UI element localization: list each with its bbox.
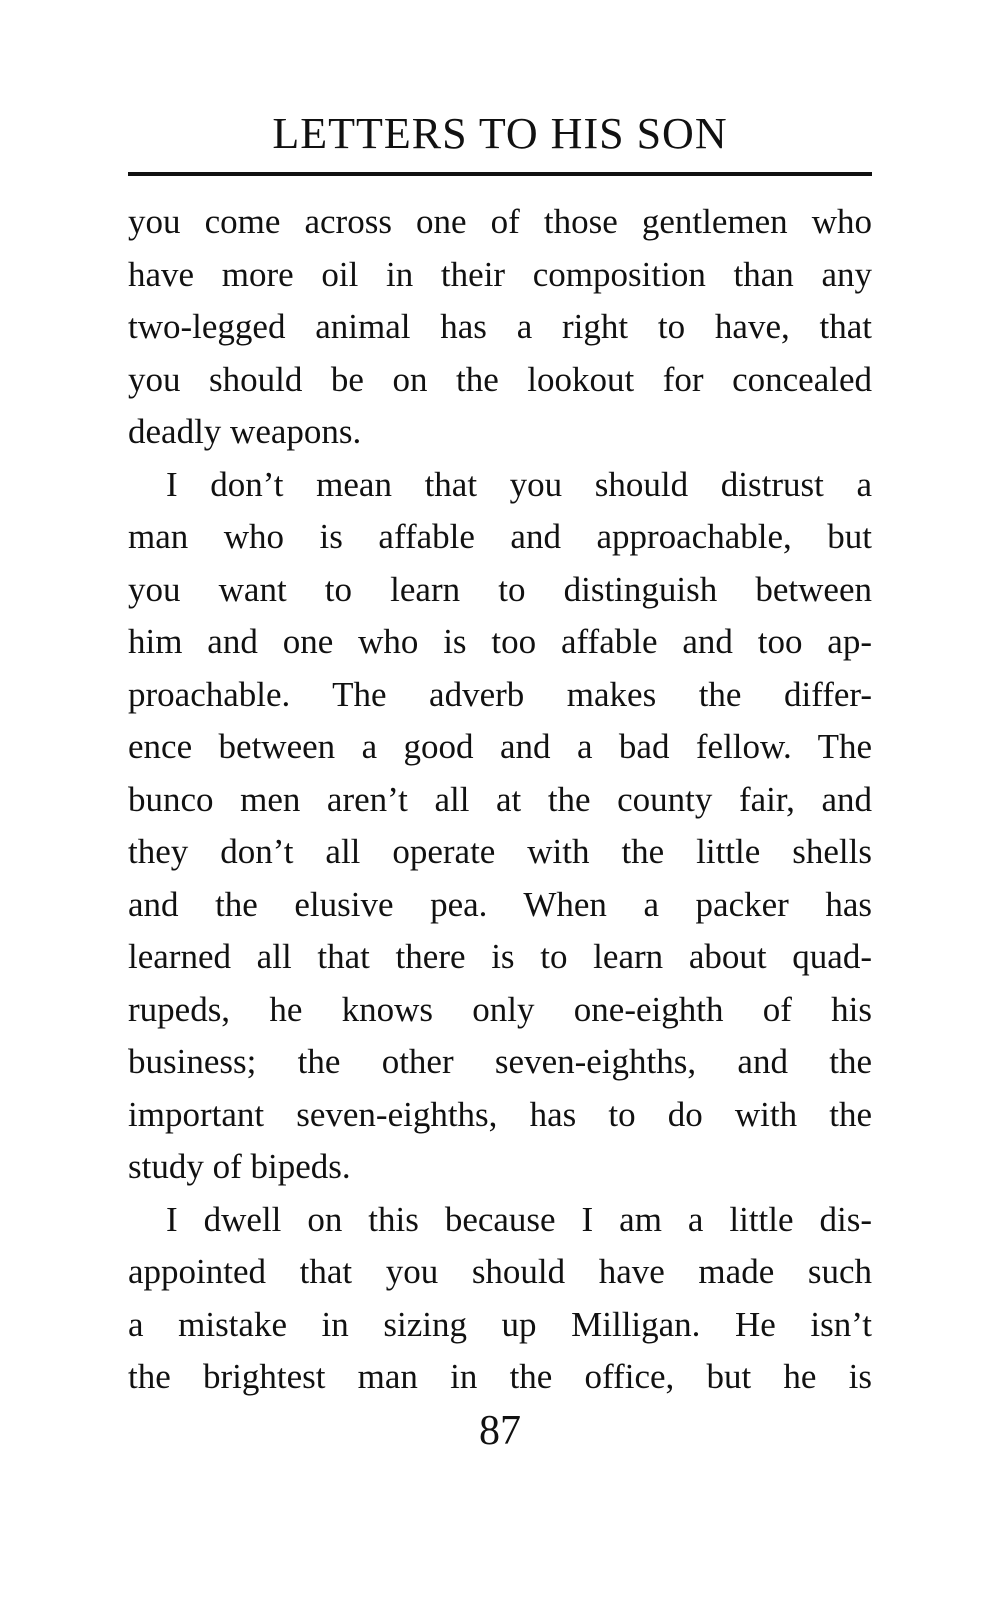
header-rule xyxy=(128,172,872,176)
text-line: appointed that you should have made such xyxy=(128,1252,872,1291)
text-line: and the elusive pea. When a packer has xyxy=(128,884,872,924)
text-line: have more oil in their composition than any xyxy=(128,254,872,294)
text-line: him and one who is too affable and too ap- xyxy=(128,622,872,661)
text-line: proachable. The adverb makes the differ- xyxy=(128,674,872,714)
text-line: ence between a good and a bad fellow. The xyxy=(128,727,872,766)
running-head-title: LETTERS TO HIS SON xyxy=(272,109,728,158)
text-line: learned all that there is to learn about quad- xyxy=(128,937,872,976)
page-number: 87 xyxy=(479,1408,521,1454)
text-line: man who is affable and approachable, but xyxy=(128,517,872,556)
text-line: deadly weapons. xyxy=(128,412,362,451)
text-line: I don’t mean that you should distrust a xyxy=(166,464,872,504)
text-line: two-legged animal has a right to have, that xyxy=(128,307,872,346)
text-line: bunco men aren’t all at the county fair, and xyxy=(128,779,872,819)
text-line: you should be on the lookout for concealed xyxy=(128,359,872,399)
text-line: the brightest man in the office, but he is xyxy=(128,1357,872,1396)
text-line: you come across one of those gentlemen who xyxy=(128,202,872,241)
text-line: rupeds, he knows only one-eighth of his xyxy=(128,989,872,1029)
text-line: they don’t all operate with the little shells xyxy=(128,832,872,871)
text-line: study of bipeds. xyxy=(128,1147,351,1186)
text-line: you want to learn to distinguish between xyxy=(128,569,872,609)
text-line: I dwell on this because I am a little dis- xyxy=(166,1199,872,1239)
text-line: business; the other seven-eighths, and the xyxy=(128,1042,872,1081)
text-line: important seven-eighths, has to do with the xyxy=(128,1094,872,1134)
body-text xyxy=(128,196,872,1404)
text-line: a mistake in sizing up Milligan. He isn’t xyxy=(128,1304,872,1344)
